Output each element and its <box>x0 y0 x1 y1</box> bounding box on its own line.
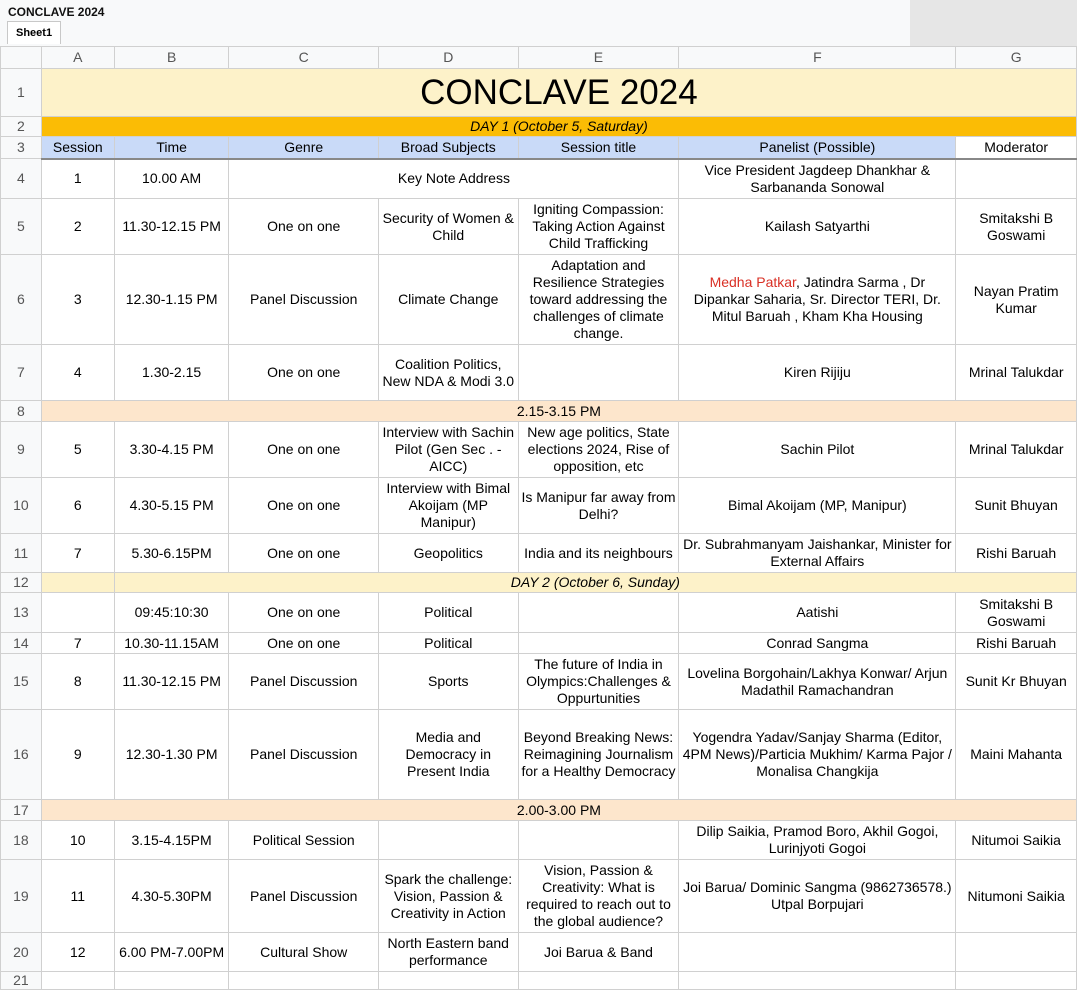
panelist-rest: , Jatindra Sarma , Dr Dipankar Saharia, Sr. Director TERI, Dr. Mitul Baruah , Kham Kha Housing <box>693 274 941 324</box>
row-header-9[interactable]: 9 <box>1 422 42 478</box>
cell-moderator[interactable]: Smitakshi B Goswami <box>956 199 1077 255</box>
cell-time[interactable]: 1.30-2.15 <box>114 345 229 401</box>
cell-moderator[interactable]: Rishi Baruah <box>956 633 1077 654</box>
cell-session[interactable]: 9 <box>41 710 114 800</box>
cell-time[interactable]: 11.30-12.15 PM <box>114 654 229 710</box>
row-header-10[interactable]: 10 <box>1 478 42 534</box>
empty-cell[interactable] <box>114 972 229 990</box>
cell-panelist[interactable] <box>679 933 956 972</box>
cell-moderator[interactable]: Nayan Pratim Kumar <box>956 255 1077 345</box>
document-title: CONCLAVE 2024 <box>8 5 105 19</box>
cell-subjects[interactable]: Interview with Sachin Pilot (Gen Sec . - AICC) <box>378 422 518 478</box>
row-header-8[interactable]: 8 <box>1 401 42 422</box>
cell-genre[interactable]: One on one <box>229 534 378 573</box>
cell-genre[interactable]: Panel Discussion <box>229 710 378 800</box>
cell-time[interactable]: 5.30-6.15PM <box>114 534 229 573</box>
cell-subjects[interactable]: Political <box>378 633 518 654</box>
row-header-6[interactable]: 6 <box>1 255 42 345</box>
cell-genre[interactable]: Panel Discussion <box>229 860 378 933</box>
cell-session[interactable] <box>41 593 114 633</box>
cell-subjects[interactable]: Sports <box>378 654 518 710</box>
cell-title[interactable] <box>518 345 679 401</box>
cell-moderator[interactable]: Nitumoi Saikia <box>956 821 1077 860</box>
header-panelist[interactable]: Panelist (Possible) <box>679 137 956 159</box>
empty-cell[interactable] <box>956 972 1077 990</box>
cell-title[interactable]: Beyond Breaking News: Reimagining Journalism for a Healthy Democracy <box>518 710 679 800</box>
row-header-4[interactable]: 4 <box>1 159 42 199</box>
cell-title[interactable]: New age politics, State elections 2024, Rise of opposition, etc <box>518 422 679 478</box>
cell-title[interactable]: Is Manipur far away from Delhi? <box>518 478 679 534</box>
cell-keynote[interactable]: Key Note Address <box>229 159 679 199</box>
cell-title[interactable]: India and its neighbours <box>518 534 679 573</box>
column-header-d[interactable]: D <box>378 47 518 69</box>
cell-subjects[interactable]: North Eastern band performance <box>378 933 518 972</box>
cell-genre[interactable]: One on one <box>229 199 378 255</box>
cell-time[interactable]: 11.30-12.15 PM <box>114 199 229 255</box>
cell-panelist[interactable] <box>679 255 956 345</box>
cell-moderator[interactable]: Nitumoni Saikia <box>956 860 1077 933</box>
row-header-5[interactable]: 5 <box>1 199 42 255</box>
row-header-17[interactable]: 17 <box>1 800 42 821</box>
break-cell[interactable]: 2.00-3.00 PM <box>41 800 1076 821</box>
cell-session[interactable]: 2 <box>41 199 114 255</box>
cell-session[interactable]: 7 <box>41 534 114 573</box>
cell-time[interactable]: 12.30-1.15 PM <box>114 255 229 345</box>
cell-genre[interactable]: Panel Discussion <box>229 654 378 710</box>
row-header-21[interactable]: 21 <box>1 972 42 990</box>
cell-moderator[interactable]: Rishi Baruah <box>956 534 1077 573</box>
cell-subjects[interactable]: Security of Women & Child <box>378 199 518 255</box>
row-header-19[interactable]: 19 <box>1 860 42 933</box>
cell-panelist[interactable]: Joi Barua/ Dominic Sangma (9862736578.) Utpal Borpujari <box>679 860 956 933</box>
row-header-18[interactable]: 18 <box>1 821 42 860</box>
day1-header-cell[interactable]: DAY 1 (October 5, Saturday) <box>41 117 1076 137</box>
cell-panelist[interactable]: Dilip Saikia, Pramod Boro, Akhil Gogoi, Lurinjyoti Gogoi <box>679 821 956 860</box>
cell-session[interactable]: 5 <box>41 422 114 478</box>
cell-session[interactable]: 8 <box>41 654 114 710</box>
spreadsheet-grid <box>0 46 1077 990</box>
cell-genre[interactable]: Political Session <box>229 821 378 860</box>
empty-cell[interactable] <box>378 972 518 990</box>
row-header-15[interactable]: 15 <box>1 654 42 710</box>
cell-genre[interactable]: One on one <box>229 478 378 534</box>
cell-time[interactable]: 09:45:10:30 <box>114 593 229 633</box>
cell-subjects[interactable]: Media and Democracy in Present India <box>378 710 518 800</box>
cell-panelist[interactable]: Vice President Jagdeep Dhankhar & Sarbananda Sonowal <box>679 159 956 199</box>
header-session[interactable]: Session <box>41 137 114 159</box>
cell-moderator[interactable]: Maini Mahanta <box>956 710 1077 800</box>
column-header-f[interactable]: F <box>679 47 956 69</box>
cell-panelist[interactable]: Dr. Subrahmanyam Jaishankar, Minister for External Affairs <box>679 534 956 573</box>
cell-time[interactable]: 3.30-4.15 PM <box>114 422 229 478</box>
cell-title[interactable]: The future of India in Olympics:Challenges & Oppurtunities <box>518 654 679 710</box>
panelist-highlight: Medha Patkar <box>709 274 796 290</box>
top-bar-filler <box>910 0 1077 46</box>
cell-genre[interactable]: Cultural Show <box>229 933 378 972</box>
cell-session[interactable]: 12 <box>41 933 114 972</box>
cell-session[interactable]: 4 <box>41 345 114 401</box>
cell-panelist[interactable]: Kailash Satyarthi <box>679 199 956 255</box>
cell-genre[interactable]: One on one <box>229 633 378 654</box>
empty-cell[interactable] <box>229 972 378 990</box>
empty-cell[interactable] <box>679 972 956 990</box>
cell-time[interactable]: 4.30-5.30PM <box>114 860 229 933</box>
day2-header-cell[interactable]: DAY 2 (October 6, Sunday) <box>114 573 1076 593</box>
day2-blank-cell[interactable] <box>41 573 114 593</box>
grid-corner[interactable] <box>1 47 42 69</box>
sheet-title-cell[interactable]: CONCLAVE 2024 <box>41 69 1076 117</box>
row-header-20[interactable]: 20 <box>1 933 42 972</box>
cell-genre[interactable]: One on one <box>229 422 378 478</box>
cell-panelist[interactable]: Aatishi <box>679 593 956 633</box>
cell-title[interactable] <box>518 593 679 633</box>
cell-time[interactable]: 12.30-1.30 PM <box>114 710 229 800</box>
cell-title[interactable]: Vision, Passion & Creativity: What is required to reach out to the global audience? <box>518 860 679 933</box>
cell-session[interactable]: 1 <box>41 159 114 199</box>
cell-time[interactable]: 3.15-4.15PM <box>114 821 229 860</box>
cell-panelist[interactable]: Sachin Pilot <box>679 422 956 478</box>
top-bar <box>0 0 910 46</box>
cell-subjects[interactable] <box>378 821 518 860</box>
break-cell[interactable]: 2.15-3.15 PM <box>41 401 1076 422</box>
cell-time[interactable]: 10.00 AM <box>114 159 229 199</box>
cell-panelist[interactable]: Yogendra Yadav/Sanjay Sharma (Editor, 4PM News)/Particia Mukhim/ Karma Pajor / Monalisa Changkija <box>679 710 956 800</box>
cell-panelist[interactable]: Lovelina Borgohain/Lakhya Konwar/ Arjun Madathil Ramachandran <box>679 654 956 710</box>
header-time[interactable]: Time <box>114 137 229 159</box>
cell-title[interactable]: Adaptation and Resilience Strategies toward addressing the challenges of climate change. <box>518 255 679 345</box>
row-header-1[interactable]: 1 <box>1 69 42 117</box>
cell-title[interactable]: Joi Barua & Band <box>518 933 679 972</box>
cell-session[interactable]: 11 <box>41 860 114 933</box>
cell-moderator[interactable]: Sunit Bhuyan <box>956 478 1077 534</box>
row-header-13[interactable]: 13 <box>1 593 42 633</box>
cell-panelist[interactable]: Conrad Sangma <box>679 633 956 654</box>
cell-subjects[interactable]: Political <box>378 593 518 633</box>
cell-subjects[interactable]: Spark the challenge: Vision, Passion & Creativity in Action <box>378 860 518 933</box>
empty-cell[interactable] <box>41 972 114 990</box>
cell-genre[interactable]: Panel Discussion <box>229 255 378 345</box>
cell-title[interactable]: Igniting Compassion: Taking Action Against Child Trafficking <box>518 199 679 255</box>
cell-moderator[interactable]: Sunit Kr Bhuyan <box>956 654 1077 710</box>
cell-moderator[interactable]: Mrinal Talukdar <box>956 422 1077 478</box>
cell-title[interactable] <box>518 633 679 654</box>
cell-session[interactable]: 10 <box>41 821 114 860</box>
tab-sheet1[interactable]: Sheet1 <box>7 21 61 44</box>
cell-panelist[interactable]: Kiren Rijiju <box>679 345 956 401</box>
cell-subjects[interactable]: Coalition Politics, New NDA & Modi 3.0 <box>378 345 518 401</box>
cell-session[interactable]: 7 <box>41 633 114 654</box>
row-header-14[interactable]: 14 <box>1 633 42 654</box>
cell-session[interactable]: 3 <box>41 255 114 345</box>
row-header-11[interactable]: 11 <box>1 534 42 573</box>
cell-moderator[interactable] <box>956 933 1077 972</box>
cell-subjects[interactable]: Climate Change <box>378 255 518 345</box>
cell-moderator[interactable] <box>956 159 1077 199</box>
cell-moderator[interactable]: Smitakshi B Goswami <box>956 593 1077 633</box>
row-header-16[interactable]: 16 <box>1 710 42 800</box>
header-session-title[interactable]: Session title <box>518 137 679 159</box>
row-header-2[interactable]: 2 <box>1 117 42 137</box>
cell-time[interactable]: 6.00 PM-7.00PM <box>114 933 229 972</box>
header-genre[interactable]: Genre <box>229 137 378 159</box>
column-header-g[interactable]: G <box>956 47 1077 69</box>
cell-genre[interactable]: One on one <box>229 345 378 401</box>
header-moderator[interactable]: Moderator <box>956 137 1077 159</box>
cell-panelist[interactable]: Bimal Akoijam (MP, Manipur) <box>679 478 956 534</box>
cell-title[interactable] <box>518 821 679 860</box>
cell-moderator[interactable]: Mrinal Talukdar <box>956 345 1077 401</box>
column-header-b[interactable]: B <box>114 47 229 69</box>
cell-session[interactable]: 6 <box>41 478 114 534</box>
header-broad-subjects[interactable]: Broad Subjects <box>378 137 518 159</box>
empty-cell[interactable] <box>518 972 679 990</box>
column-header-e[interactable]: E <box>518 47 679 69</box>
cell-time[interactable]: 4.30-5.15 PM <box>114 478 229 534</box>
row-header-3[interactable]: 3 <box>1 137 42 159</box>
row-header-12[interactable]: 12 <box>1 573 42 593</box>
cell-genre[interactable]: One on one <box>229 593 378 633</box>
row-header-7[interactable]: 7 <box>1 345 42 401</box>
cell-time[interactable]: 10.30-11.15AM <box>114 633 229 654</box>
column-header-a[interactable]: A <box>41 47 114 69</box>
cell-subjects[interactable]: Interview with Bimal Akoijam (MP Manipur) <box>378 478 518 534</box>
cell-subjects[interactable]: Geopolitics <box>378 534 518 573</box>
column-header-c[interactable]: C <box>229 47 378 69</box>
